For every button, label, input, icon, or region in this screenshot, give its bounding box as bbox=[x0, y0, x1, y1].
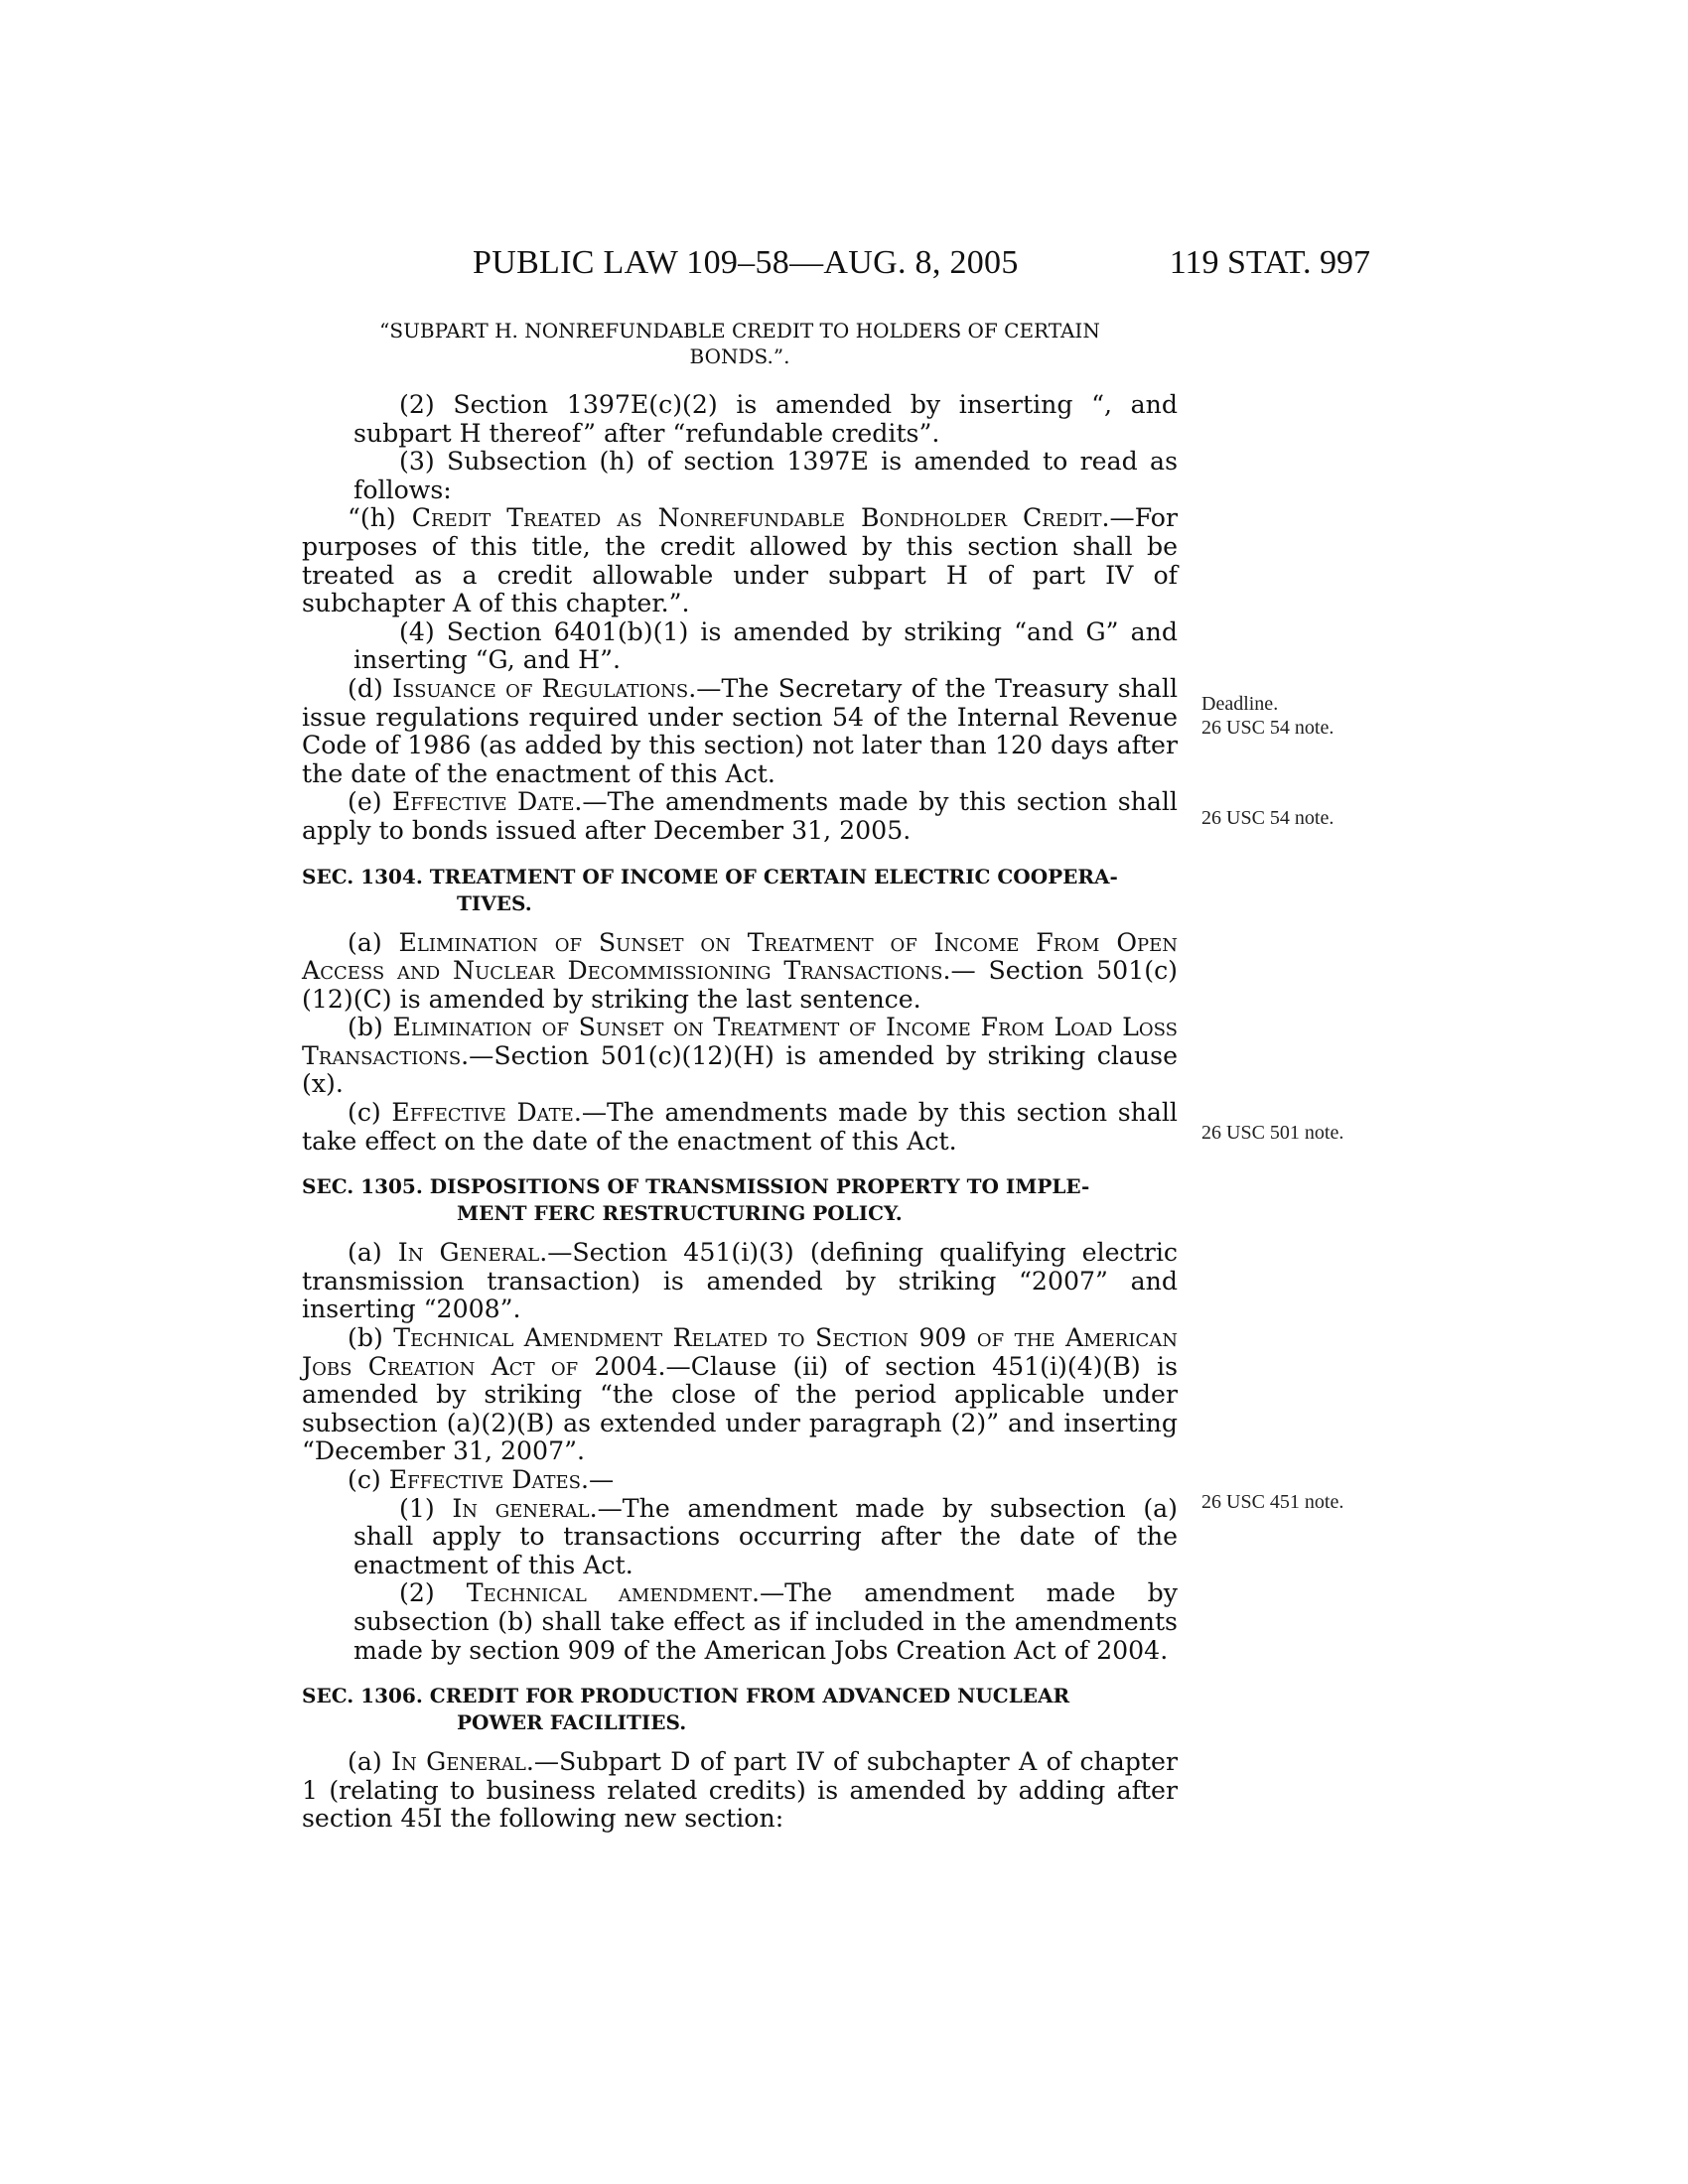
section-1306-subsection-a-text: .—Subpart D of part IV of subchapter A of chapter 1 (relating to business related credits) is amended by adding after section 45I the following new section: bbox=[302, 1747, 1178, 1834]
subpart-heading bbox=[302, 318, 1178, 369]
subsection-e bbox=[302, 788, 1178, 845]
section-1306-heading-line-1: SEC. 1306. CREDIT FOR PRODUCTION FROM ADVANCED NUCLEAR bbox=[302, 1684, 1070, 1708]
section-1305-subsection-b-text: .—Clause (ii) of section 451(i)(4)(B) is amended by striking “the close of the period applicable under subsection (a)(2)(B) as extended under paragraph (2)” and inserting “December 31, 2007”. bbox=[302, 1351, 1179, 1466]
section-1305-subsection-b-caption: Technical Amendment Related to Section 909 of the American Jobs Creation Act of 2004 bbox=[302, 1323, 1178, 1381]
subsection-e-text: .—The amendments made by this section shall apply to bonds issued after December 31, 2005. bbox=[302, 787, 1178, 845]
section-1305-subsection-c bbox=[302, 1466, 1178, 1495]
section-1305-subsection-a-lead: (a) bbox=[348, 1238, 398, 1268]
side-note-26-usc-501: 26 USC 501 note. bbox=[1201, 1122, 1344, 1144]
section-1305-heading-line-2: MENT FERC RESTRUCTURING POLICY. bbox=[457, 1201, 903, 1226]
section-1306-heading bbox=[302, 1683, 1178, 1736]
paragraph-2: (2) Section 1397E(c)(2) is amended by inserting “, and subpart H thereof” after “refundable credits”. bbox=[353, 390, 1178, 448]
side-note-26-usc-451: 26 USC 451 note. bbox=[1201, 1491, 1344, 1513]
subsection-d-lead: (d) bbox=[348, 673, 393, 703]
section-1304-subsection-a bbox=[302, 929, 1178, 1015]
section-1305-paragraph-c2-lead: (2) bbox=[399, 1578, 467, 1608]
side-note-26-usc-54-effective: 26 USC 54 note. bbox=[1201, 807, 1335, 829]
section-1305-paragraph-c1-text: .—The amendment made by subsection (a) shall apply to transactions occurring after the date of the enactment of this Act. bbox=[353, 1493, 1178, 1579]
section-1305-paragraph-c1-lead: (1) bbox=[399, 1493, 453, 1523]
section-1305-subsection-a-caption: In General bbox=[397, 1238, 540, 1268]
section-1305-paragraph-c2 bbox=[302, 1579, 1178, 1665]
paragraph-4: (4) Section 6401(b)(1) is amended by striking “and G” and inserting “G, and H”. bbox=[353, 616, 1178, 675]
section-1306-subsection-a bbox=[302, 1748, 1178, 1834]
section-1304-subsection-c-caption: Effective Date bbox=[391, 1098, 574, 1128]
section-1305-subsection-c-lead: (c) bbox=[348, 1465, 389, 1494]
section-1304-heading bbox=[302, 864, 1178, 917]
section-1305-subsection-a-text: .—Section 451(i)(3) (defining qualifying electric transmission transaction) is amended by striking “2007” and inserting “2008”. bbox=[302, 1238, 1178, 1324]
section-1305-paragraph-c2-caption: Technical amendment bbox=[466, 1578, 752, 1608]
subsection-d bbox=[302, 675, 1178, 788]
section-1305-paragraph-c1-caption: In general bbox=[452, 1493, 590, 1523]
subsection-e-lead: (e) bbox=[348, 787, 393, 817]
section-1305-heading-line-1: SEC. 1305. DISPOSITIONS OF TRANSMISSION PROPERTY TO IMPLE- bbox=[302, 1174, 1090, 1199]
subsection-h-lead: “(h) bbox=[348, 503, 412, 533]
section-1305-heading bbox=[302, 1173, 1178, 1227]
subsection-h bbox=[302, 504, 1178, 617]
subsection-h-text: .—For purposes of this title, the credit allowed by this section shall be treated as a credit allowable under subpart H of part IV of subchapter A of this chapter.”. bbox=[302, 503, 1178, 618]
subsection-e-caption: Effective Date bbox=[392, 787, 575, 817]
section-1305-subsection-b bbox=[302, 1324, 1178, 1466]
statute-page-number: 119 STAT. 997 bbox=[1169, 244, 1370, 281]
paragraph-3: (3) Subsection (h) of section 1397E is amended to read as follows: bbox=[353, 447, 1178, 504]
subpart-heading-line-1: “SUBPART H. NONREFUNDABLE CREDIT TO HOLDERS OF CERTAIN bbox=[379, 319, 1100, 342]
section-1304-subsection-b-caption: Elimination of Sunset on Treatment of Income From Load Loss Transactions bbox=[302, 1013, 1178, 1070]
subsection-d-text: .—The Secretary of the Treasury shall issue regulations required under section 54 of the Internal Revenue Code of 1986 (as added by this section) not later than 120 days after the date of the enactment of this Act. bbox=[302, 673, 1178, 788]
subpart-heading-line-2: BONDS.”. bbox=[689, 344, 790, 368]
section-1305-paragraph-c2-text: .—The amendment made by subsection (b) shall take effect as if included in the amendments made by section 909 of the American Jobs Creation Act of 2004. bbox=[353, 1578, 1179, 1665]
section-1305-paragraph-c1 bbox=[302, 1495, 1178, 1580]
subsection-h-caption: Credit Treated as Nonrefundable Bondholder Credit bbox=[411, 503, 1102, 533]
section-1304-subsection-c-text: .—The amendments made by this section shall take effect on the date of the enactment of this Act. bbox=[302, 1098, 1178, 1156]
side-note-deadline: Deadline. bbox=[1201, 693, 1279, 715]
section-1304-subsection-a-text: .— Section 501(c)(12)(C) is amended by striking the last sentence. bbox=[302, 956, 1178, 1014]
section-1305-subsection-c-text: .— bbox=[581, 1465, 615, 1494]
section-1304-subsection-a-caption: Elimination of Sunset on Treatment of Income From Open Access and Nuclear Decommissioning Transactions bbox=[302, 927, 1178, 986]
section-1304-subsection-b bbox=[302, 1014, 1178, 1099]
section-1306-heading-line-2: POWER FACILITIES. bbox=[457, 1710, 687, 1735]
section-1305-subsection-b-lead: (b) bbox=[348, 1323, 394, 1353]
section-1304-subsection-a-lead: (a) bbox=[348, 927, 399, 957]
side-note-26-usc-54: 26 USC 54 note. bbox=[1201, 717, 1335, 739]
subsection-d-caption: Issuance of Regulations bbox=[392, 673, 689, 703]
section-1304-heading-line-1: SEC. 1304. TREATMENT OF INCOME OF CERTAIN ELECTRIC COOPERA- bbox=[302, 864, 1118, 888]
section-1304-subsection-b-text: .—Section 501(c)(12)(H) is amended by striking clause (x). bbox=[302, 1040, 1178, 1099]
section-1304-subsection-b-lead: (b) bbox=[348, 1013, 393, 1042]
section-1305-subsection-a bbox=[302, 1239, 1178, 1324]
section-1304-subsection-c bbox=[302, 1099, 1178, 1156]
section-1304-subsection-c-lead: (c) bbox=[348, 1098, 392, 1128]
section-1306-subsection-a-lead: (a) bbox=[348, 1747, 392, 1777]
section-1304-heading-line-2: TIVES. bbox=[457, 890, 532, 915]
section-1305-subsection-c-caption: Effective Dates bbox=[388, 1465, 582, 1494]
running-head: PUBLIC LAW 109–58—AUG. 8, 2005 bbox=[473, 244, 1019, 281]
section-1306-subsection-a-caption: In General bbox=[391, 1747, 526, 1777]
body-column bbox=[302, 318, 1178, 1834]
